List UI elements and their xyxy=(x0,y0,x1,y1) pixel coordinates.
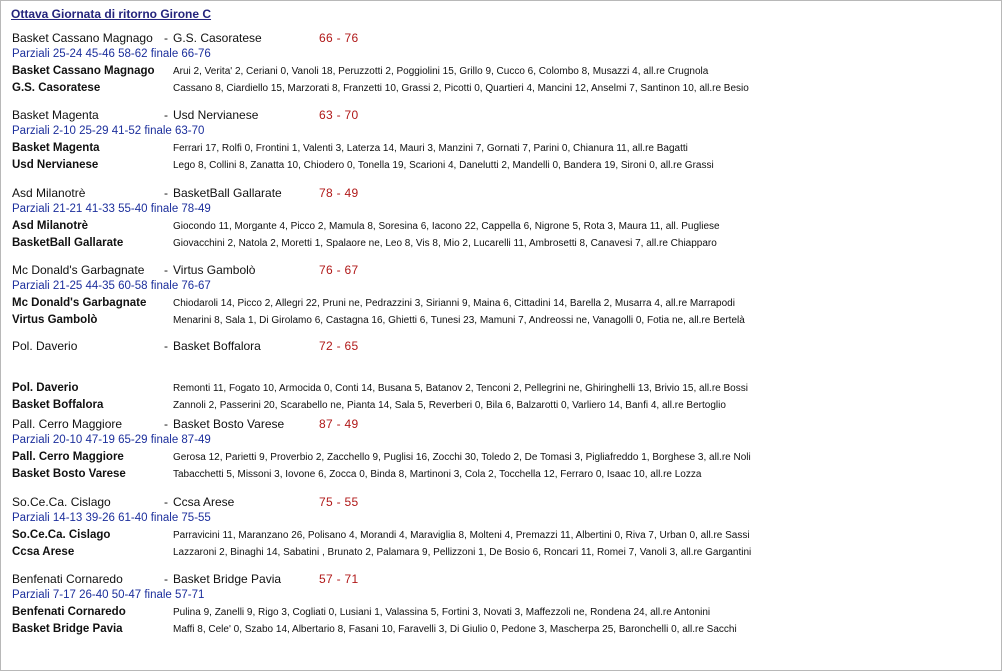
teams-separator: - xyxy=(164,31,168,45)
home-team-label: Mc Donald's Garbagnate xyxy=(12,297,147,309)
home-team: Pall. Cerro Maggiore xyxy=(12,417,123,431)
away-team-label: Basket Boffalora xyxy=(12,399,104,411)
teams-separator: - xyxy=(164,572,168,586)
away-team-label: G.S. Casoratese xyxy=(12,82,101,94)
away-team: Virtus Gambolò xyxy=(173,263,256,277)
quarter-partials: Parziali 20-10 47-19 65-29 finale 87-49 xyxy=(12,434,211,446)
game-block xyxy=(1,31,1001,109)
quarter-partials: Parziali 21-25 44-35 60-58 finale 76-67 xyxy=(12,280,211,292)
away-team-label: BasketBall Gallarate xyxy=(12,237,124,249)
away-players: Giovacchini 2, Natola 2, Moretti 1, Spalaore ne, Leo 8, Vis 8, Mio 2, Lucarelli 11, Ambrosetti 8, Canavesi 7, all.re Chiapparo xyxy=(173,238,717,249)
game-block xyxy=(1,339,1001,417)
final-score: 75 - 55 xyxy=(319,495,359,509)
game-block xyxy=(1,572,1001,650)
game-block xyxy=(1,186,1001,264)
teams-separator: - xyxy=(164,495,168,509)
home-players: Gerosa 12, Parietti 9, Proverbio 2, Zacchello 9, Puglisi 16, Zocchi 30, Toledo 2, De Tomasi 3, Pigliafreddo 1, Borghese 3, all.re Noli xyxy=(173,452,751,463)
away-players: Maffi 8, Cele' 0, Szabo 14, Albertario 8, Fasani 10, Faravelli 3, Di Giulio 0, Pedone 3, Mascherpa 25, Baronchelli 0, all.re Sacchi xyxy=(173,624,737,635)
final-score: 66 - 76 xyxy=(319,31,359,45)
away-players: Tabacchetti 5, Missoni 3, Iovone 6, Zocca 0, Binda 8, Martinoni 3, Cola 2, Tocchella 12, Ferraro 0, Isaac 10, all.re Lozza xyxy=(173,469,702,480)
home-team: Basket Magenta xyxy=(12,108,99,122)
away-players: Cassano 8, Ciardiello 15, Marzorati 8, Franzetti 10, Grassi 2, Picotti 0, Quartieri 4, Mancini 12, Anselmi 7, Santinon 10, all.re Besio xyxy=(173,83,749,94)
home-players: Ferrari 17, Rolfi 0, Frontini 1, Valenti 3, Laterza 14, Mauri 3, Manzini 7, Gornati 7, Parini 0, Chianura 11, all.re Bagatti xyxy=(173,143,688,154)
teams-separator: - xyxy=(164,186,168,200)
away-team: Basket Bridge Pavia xyxy=(173,572,282,586)
quarter-partials: Parziali 7-17 26-40 50-47 finale 57-71 xyxy=(12,589,205,601)
quarter-partials: Parziali 14-13 39-26 61-40 finale 75-55 xyxy=(12,512,211,524)
home-team-label: Pol. Daverio xyxy=(12,382,79,394)
teams-separator: - xyxy=(164,108,168,122)
final-score: 57 - 71 xyxy=(319,572,359,586)
away-team: Usd Nervianese xyxy=(173,108,259,122)
home-team-label: Benfenati Cornaredo xyxy=(12,606,126,618)
away-team: G.S. Casoratese xyxy=(173,31,262,45)
page-title[interactable]: Ottava Giornata di ritorno Girone C xyxy=(11,7,212,21)
home-team-label: Pall. Cerro Maggiore xyxy=(12,451,124,463)
home-team: Pol. Daverio xyxy=(12,339,78,353)
game-block xyxy=(1,495,1001,573)
home-players: Parravicini 11, Maranzano 26, Polisano 4, Morandi 4, Maraviglia 8, Molteni 4, Premazzi 11, Albertini 0, Riva 7, Urban 0, all.re Sassi xyxy=(173,530,750,541)
away-team-label: Basket Bridge Pavia xyxy=(12,623,123,635)
home-players: Remonti 11, Fogato 10, Armocida 0, Conti 14, Busana 5, Batanov 2, Tenconi 2, Pellegrini ne, Ghiringhelli 13, Brivio 15, all.re Bossi xyxy=(173,383,748,394)
final-score: 72 - 65 xyxy=(319,339,359,353)
home-team: Basket Cassano Magnago xyxy=(12,31,153,45)
away-team: Ccsa Arese xyxy=(173,495,235,509)
quarter-partials: Parziali 2-10 25-29 41-52 finale 63-70 xyxy=(12,125,205,137)
away-team: Basket Boffalora xyxy=(173,339,261,353)
home-team: Asd Milanotrè xyxy=(12,186,86,200)
game-block xyxy=(1,417,1001,495)
home-players: Giocondo 11, Morgante 4, Picco 2, Mamula 8, Soresina 6, Iacono 22, Cappella 6, Nigrone 5, Rota 3, Maura 11, all. Pugliese xyxy=(173,221,720,232)
quarter-partials: Parziali 25-24 45-46 58-62 finale 66-76 xyxy=(12,48,211,60)
teams-separator: - xyxy=(164,339,168,353)
away-players: Lego 8, Collini 8, Zanatta 10, Chiodero 0, Tonella 19, Scarioni 4, Danelutti 2, Mandelli 0, Bandera 19, Sironi 0, all.re Grassi xyxy=(173,160,714,171)
final-score: 87 - 49 xyxy=(319,417,359,431)
home-team: Benfenati Cornaredo xyxy=(12,572,123,586)
final-score: 78 - 49 xyxy=(319,186,359,200)
quarter-partials: Parziali 21-21 41-33 55-40 finale 78-49 xyxy=(12,203,211,215)
final-score: 63 - 70 xyxy=(319,108,359,122)
home-team-label: Asd Milanotrè xyxy=(12,220,89,232)
away-players: Lazzaroni 2, Binaghi 14, Sabatini , Brunato 2, Palamara 9, Pellizzoni 1, De Bosio 6, Roncari 11, Romei 7, Vanoli 3, all.re Gargantini xyxy=(173,547,752,558)
away-team-label: Ccsa Arese xyxy=(12,546,75,558)
home-players: Pulina 9, Zanelli 9, Rigo 3, Cogliati 0, Lusiani 1, Valassina 5, Fortini 3, Novati 3, Maffezzoli ne, Rondena 24, all.re Antonini xyxy=(173,607,711,618)
away-team-label: Virtus Gambolò xyxy=(12,314,98,326)
away-players: Zannoli 2, Passerini 20, Scarabello ne, Pianta 14, Sala 5, Reverberi 0, Bila 6, Balzarotti 0, Varliero 14, Banfi 4, all.re Bertoglio xyxy=(173,400,726,411)
away-team-label: Basket Bosto Varese xyxy=(12,468,126,480)
home-team-label: So.Ce.Ca. Cislago xyxy=(12,529,111,541)
game-block xyxy=(1,263,1001,341)
final-score: 76 - 67 xyxy=(319,263,359,277)
away-team: BasketBall Gallarate xyxy=(173,186,282,200)
away-team-label: Usd Nervianese xyxy=(12,159,99,171)
teams-separator: - xyxy=(164,263,168,277)
teams-separator: - xyxy=(164,417,168,431)
home-team-label: Basket Cassano Magnago xyxy=(12,65,155,77)
home-team: Mc Donald's Garbagnate xyxy=(12,263,145,277)
home-team: So.Ce.Ca. Cislago xyxy=(12,495,111,509)
game-block xyxy=(1,108,1001,186)
home-players: Chiodaroli 14, Picco 2, Allegri 22, Pruni ne, Pedrazzini 3, Sirianni 9, Maina 6, Cittadini 14, Barella 2, Musarra 4, all.re Marrapodi xyxy=(173,298,735,309)
away-team: Basket Bosto Varese xyxy=(173,417,285,431)
home-players: Arui 2, Verita' 2, Ceriani 0, Vanoli 18, Peruzzotti 2, Poggiolini 15, Grillo 9, Cucco 6, Colombo 8, Musazzi 4, all.re Crugnola xyxy=(173,66,709,77)
away-players: Menarini 8, Sala 1, Di Girolamo 6, Castagna 16, Ghietti 6, Tunesi 23, Mamuni 7, Andreossi ne, Vanagolli 0, Fotia ne, all.re Bertelà xyxy=(173,315,745,326)
home-team-label: Basket Magenta xyxy=(12,142,100,154)
